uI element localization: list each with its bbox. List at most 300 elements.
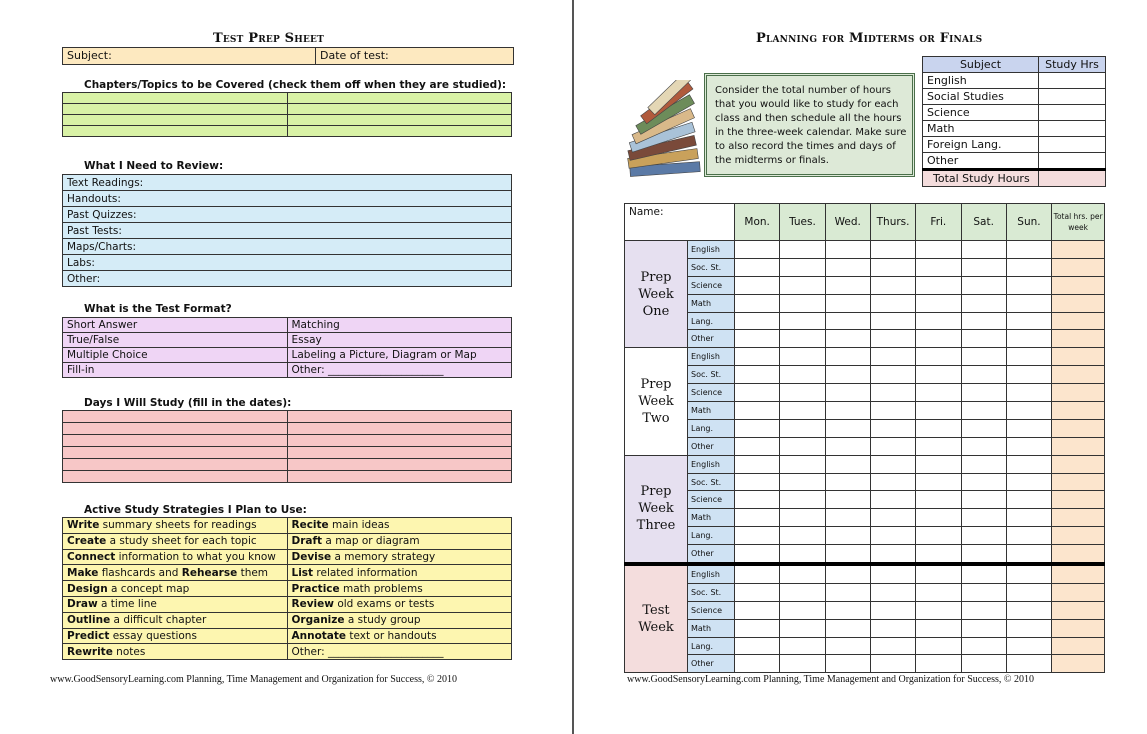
strategy-verb: Outline — [67, 614, 111, 627]
day-cell[interactable] — [1006, 276, 1051, 294]
week-total-cell[interactable] — [1052, 384, 1105, 402]
table-row — [63, 207, 512, 223]
strategy-option[interactable] — [287, 565, 512, 581]
day-cell[interactable] — [916, 276, 961, 294]
cell-text: Short Answer — [67, 319, 138, 331]
day-cell[interactable] — [961, 619, 1006, 637]
day-cell[interactable] — [735, 583, 780, 601]
day-cell[interactable] — [780, 348, 825, 366]
hours-input[interactable] — [1039, 89, 1106, 105]
study-day-checkbox[interactable] — [287, 459, 512, 471]
day-cell[interactable] — [1006, 509, 1051, 527]
format-option[interactable] — [287, 363, 512, 378]
day-cell[interactable] — [916, 348, 961, 366]
table-row — [63, 565, 512, 581]
review-table[interactable] — [62, 174, 512, 287]
strategy-option[interactable] — [63, 596, 288, 612]
day-cell[interactable] — [961, 509, 1006, 527]
cell-text: summary sheets for readings — [99, 519, 257, 532]
day-cell[interactable] — [961, 583, 1006, 601]
strategy-verb: List — [291, 566, 314, 579]
format-option[interactable] — [287, 318, 512, 333]
day-cell[interactable] — [825, 276, 870, 294]
day-cell[interactable] — [825, 348, 870, 366]
day-cell[interactable] — [1006, 384, 1051, 402]
day-cell[interactable] — [870, 419, 915, 437]
table-row — [63, 333, 512, 348]
study-day-checkbox[interactable] — [287, 447, 512, 459]
week-total-cell[interactable] — [1052, 473, 1105, 491]
day-cell[interactable] — [735, 545, 780, 564]
day-cell[interactable] — [870, 258, 915, 276]
day-cell[interactable] — [916, 294, 961, 312]
day-cell[interactable] — [735, 473, 780, 491]
chapter-checkbox[interactable] — [63, 93, 288, 104]
day-cell[interactable] — [870, 619, 915, 637]
day-cell[interactable] — [916, 527, 961, 545]
day-cell[interactable] — [870, 564, 915, 583]
day-cell[interactable] — [780, 527, 825, 545]
day-cell[interactable] — [780, 258, 825, 276]
day-header: Tues. — [780, 204, 825, 241]
day-cell[interactable] — [780, 437, 825, 455]
day-cell[interactable] — [735, 637, 780, 655]
day-cell[interactable] — [780, 366, 825, 384]
day-cell[interactable] — [780, 312, 825, 330]
day-cell[interactable] — [1006, 366, 1051, 384]
study-day-checkbox[interactable] — [63, 411, 288, 423]
day-cell[interactable] — [961, 312, 1006, 330]
day-cell[interactable] — [735, 455, 780, 473]
day-cell[interactable] — [961, 564, 1006, 583]
day-cell[interactable] — [870, 545, 915, 564]
day-cell[interactable] — [780, 545, 825, 564]
page-divider — [572, 0, 574, 734]
day-cell[interactable] — [780, 276, 825, 294]
day-cell[interactable] — [961, 384, 1006, 402]
subject-name: Science — [923, 105, 1039, 121]
day-cell[interactable] — [735, 601, 780, 619]
day-cell[interactable] — [916, 491, 961, 509]
chapter-checkbox[interactable] — [287, 115, 512, 126]
table-row — [63, 191, 512, 207]
day-cell[interactable] — [825, 402, 870, 420]
day-cell[interactable] — [870, 637, 915, 655]
week-total-cell[interactable] — [1052, 437, 1105, 455]
study-day-checkbox[interactable] — [287, 411, 512, 423]
hours-input[interactable] — [1039, 137, 1106, 153]
day-cell[interactable] — [735, 619, 780, 637]
day-cell[interactable] — [1006, 312, 1051, 330]
day-cell[interactable] — [916, 601, 961, 619]
day-cell[interactable] — [916, 330, 961, 348]
day-cell[interactable] — [870, 655, 915, 673]
strategy-option[interactable] — [287, 518, 512, 534]
day-cell[interactable] — [961, 366, 1006, 384]
day-cell[interactable] — [825, 455, 870, 473]
day-cell[interactable] — [825, 366, 870, 384]
week-total-cell[interactable] — [1052, 366, 1105, 384]
day-cell[interactable] — [916, 564, 961, 583]
strategy-option[interactable] — [63, 644, 288, 660]
day-cell[interactable] — [916, 637, 961, 655]
day-cell[interactable] — [916, 437, 961, 455]
strategy-verb: Review — [291, 598, 334, 611]
calendar-row — [625, 276, 1105, 294]
week-total-cell[interactable] — [1052, 655, 1105, 673]
day-header: Wed. — [825, 204, 870, 241]
day-cell[interactable] — [870, 294, 915, 312]
week-total-cell[interactable] — [1052, 637, 1105, 655]
day-cell[interactable] — [825, 312, 870, 330]
day-cell[interactable] — [735, 312, 780, 330]
cell-text: information to what you know — [115, 550, 276, 563]
week-total-cell[interactable] — [1052, 545, 1105, 564]
week-total-cell[interactable] — [1052, 330, 1105, 348]
day-cell[interactable] — [825, 294, 870, 312]
cell-text: a study sheet for each topic — [106, 535, 257, 548]
day-cell[interactable] — [961, 402, 1006, 420]
subject-hours-table[interactable] — [922, 56, 1106, 187]
day-cell[interactable] — [780, 509, 825, 527]
day-cell[interactable] — [870, 583, 915, 601]
chapter-checkbox[interactable] — [63, 104, 288, 115]
week-total-cell[interactable] — [1052, 601, 1105, 619]
day-cell[interactable] — [825, 619, 870, 637]
day-cell[interactable] — [780, 473, 825, 491]
day-cell[interactable] — [735, 241, 780, 259]
day-cell[interactable] — [961, 276, 1006, 294]
day-cell[interactable] — [961, 545, 1006, 564]
review-item[interactable] — [63, 191, 512, 207]
day-cell[interactable] — [780, 455, 825, 473]
cell-text: notes — [112, 645, 146, 658]
day-cell[interactable] — [735, 655, 780, 673]
day-cell[interactable] — [825, 527, 870, 545]
day-cell[interactable] — [735, 527, 780, 545]
week-total-cell[interactable] — [1052, 241, 1105, 259]
day-cell[interactable] — [870, 402, 915, 420]
strategy-verb: Rehearse — [181, 566, 238, 579]
study-day-checkbox[interactable] — [63, 435, 288, 447]
day-cell[interactable] — [961, 637, 1006, 655]
week-total-cell[interactable] — [1052, 509, 1105, 527]
day-cell[interactable] — [735, 276, 780, 294]
day-cell[interactable] — [825, 437, 870, 455]
day-cell[interactable] — [825, 419, 870, 437]
table-row — [923, 170, 1106, 187]
day-cell[interactable] — [1006, 437, 1051, 455]
day-cell[interactable] — [1006, 455, 1051, 473]
week-total-cell[interactable] — [1052, 619, 1105, 637]
day-cell[interactable] — [961, 330, 1006, 348]
day-cell[interactable] — [825, 258, 870, 276]
three-week-calendar[interactable] — [624, 203, 1105, 673]
strategy-option[interactable] — [63, 518, 288, 534]
format-option[interactable] — [63, 363, 288, 378]
day-cell[interactable] — [825, 545, 870, 564]
day-cell[interactable] — [1006, 655, 1051, 673]
week-total-cell[interactable] — [1052, 258, 1105, 276]
day-cell[interactable] — [916, 241, 961, 259]
day-cell[interactable] — [916, 312, 961, 330]
day-cell[interactable] — [1006, 258, 1051, 276]
day-cell[interactable] — [870, 312, 915, 330]
day-cell[interactable] — [961, 455, 1006, 473]
strategy-option[interactable] — [287, 644, 512, 660]
day-cell[interactable] — [735, 258, 780, 276]
strategy-option[interactable] — [287, 596, 512, 612]
day-cell[interactable] — [870, 348, 915, 366]
day-cell[interactable] — [825, 583, 870, 601]
day-cell[interactable] — [825, 241, 870, 259]
day-cell[interactable] — [870, 276, 915, 294]
day-cell[interactable] — [780, 330, 825, 348]
day-cell[interactable] — [916, 384, 961, 402]
day-cell[interactable] — [916, 509, 961, 527]
table-row — [63, 628, 512, 644]
day-cell[interactable] — [870, 330, 915, 348]
study-day-checkbox[interactable] — [63, 423, 288, 435]
day-cell[interactable] — [1006, 241, 1051, 259]
strategy-verb: Devise — [291, 550, 332, 563]
day-cell[interactable] — [825, 564, 870, 583]
review-item[interactable] — [63, 271, 512, 287]
week-total-cell[interactable] — [1052, 312, 1105, 330]
day-cell[interactable] — [1006, 473, 1051, 491]
day-cell[interactable] — [916, 655, 961, 673]
row-subject: Math — [688, 619, 735, 637]
cell-text: Maps/Charts: — [67, 240, 137, 253]
day-cell[interactable] — [961, 241, 1006, 259]
day-cell[interactable] — [961, 601, 1006, 619]
day-cell[interactable] — [780, 419, 825, 437]
day-cell[interactable] — [735, 509, 780, 527]
hours-input[interactable] — [1039, 121, 1106, 137]
day-cell[interactable] — [735, 402, 780, 420]
format-option[interactable] — [63, 348, 288, 363]
cell-text: Other: — [67, 272, 101, 285]
day-cell[interactable] — [780, 384, 825, 402]
day-cell[interactable] — [870, 473, 915, 491]
cell-text: Labs: — [67, 256, 95, 269]
week-total-cell[interactable] — [1052, 564, 1105, 583]
total-hours-input[interactable] — [1039, 170, 1106, 187]
day-cell[interactable] — [870, 384, 915, 402]
cell-text: Fill-in — [67, 364, 95, 376]
study-day-checkbox[interactable] — [63, 459, 288, 471]
strategy-option[interactable] — [287, 533, 512, 549]
day-cell[interactable] — [735, 437, 780, 455]
chapter-checkbox[interactable] — [63, 126, 288, 137]
day-cell[interactable] — [735, 294, 780, 312]
study-day-checkbox[interactable] — [287, 471, 512, 483]
day-cell[interactable] — [735, 366, 780, 384]
day-cell[interactable] — [780, 564, 825, 583]
day-cell[interactable] — [1006, 330, 1051, 348]
strategy-option[interactable] — [63, 549, 288, 565]
day-cell[interactable] — [916, 473, 961, 491]
day-cell[interactable] — [825, 384, 870, 402]
format-option[interactable] — [287, 348, 512, 363]
day-cell[interactable] — [1006, 637, 1051, 655]
week-total-cell[interactable] — [1052, 491, 1105, 509]
day-cell[interactable] — [1006, 402, 1051, 420]
format-table[interactable] — [62, 317, 512, 378]
day-cell[interactable] — [780, 637, 825, 655]
study-days-table[interactable] — [62, 410, 512, 483]
strategy-option[interactable] — [287, 612, 512, 628]
day-cell[interactable] — [870, 509, 915, 527]
study-day-checkbox[interactable] — [287, 435, 512, 447]
day-cell[interactable] — [961, 437, 1006, 455]
review-item[interactable] — [63, 207, 512, 223]
day-cell[interactable] — [961, 655, 1006, 673]
study-day-checkbox[interactable] — [63, 471, 288, 483]
calendar-row — [625, 509, 1105, 527]
day-cell[interactable] — [961, 258, 1006, 276]
day-cell[interactable] — [825, 509, 870, 527]
day-cell[interactable] — [916, 258, 961, 276]
chapter-checkbox[interactable] — [287, 104, 512, 115]
hours-input[interactable] — [1039, 153, 1106, 170]
strategy-option[interactable] — [63, 581, 288, 597]
format-option[interactable] — [63, 318, 288, 333]
day-cell[interactable] — [916, 402, 961, 420]
strategy-option[interactable] — [287, 549, 512, 565]
day-cell[interactable] — [870, 601, 915, 619]
review-item[interactable] — [63, 239, 512, 255]
day-cell[interactable] — [735, 491, 780, 509]
chapter-checkbox[interactable] — [287, 93, 512, 104]
day-cell[interactable] — [825, 330, 870, 348]
day-header: Mon. — [735, 204, 780, 241]
review-item[interactable] — [63, 255, 512, 271]
day-cell[interactable] — [780, 402, 825, 420]
day-cell[interactable] — [870, 455, 915, 473]
day-cell[interactable] — [870, 527, 915, 545]
day-cell[interactable] — [1006, 583, 1051, 601]
week-total-cell[interactable] — [1052, 402, 1105, 420]
day-cell[interactable] — [1006, 619, 1051, 637]
day-cell[interactable] — [916, 545, 961, 564]
day-cell[interactable] — [961, 348, 1006, 366]
row-subject: English — [688, 564, 735, 583]
day-cell[interactable] — [1006, 491, 1051, 509]
strategies-table[interactable] — [62, 517, 512, 660]
day-cell[interactable] — [780, 583, 825, 601]
strategy-option[interactable] — [63, 533, 288, 549]
calendar-row — [625, 564, 1105, 583]
day-cell[interactable] — [780, 655, 825, 673]
review-item[interactable] — [63, 223, 512, 239]
day-cell[interactable] — [735, 564, 780, 583]
day-cell[interactable] — [825, 473, 870, 491]
day-cell[interactable] — [961, 294, 1006, 312]
day-cell[interactable] — [825, 655, 870, 673]
strategy-option[interactable] — [287, 628, 512, 644]
table-row — [923, 57, 1106, 73]
day-cell[interactable] — [870, 491, 915, 509]
day-cell[interactable] — [780, 241, 825, 259]
day-cell[interactable] — [916, 366, 961, 384]
day-cell[interactable] — [916, 619, 961, 637]
chapter-checkbox[interactable] — [63, 115, 288, 126]
review-item[interactable] — [63, 175, 512, 191]
study-day-checkbox[interactable] — [287, 423, 512, 435]
day-cell[interactable] — [870, 366, 915, 384]
day-cell[interactable] — [780, 491, 825, 509]
day-cell[interactable] — [1006, 545, 1051, 564]
table-row — [63, 318, 512, 333]
format-option[interactable] — [287, 333, 512, 348]
day-cell[interactable] — [1006, 419, 1051, 437]
test-prep-title: Test Prep Sheet — [213, 31, 324, 46]
day-cell[interactable] — [961, 527, 1006, 545]
day-cell[interactable] — [916, 455, 961, 473]
day-cell[interactable] — [961, 491, 1006, 509]
strategy-option[interactable] — [63, 612, 288, 628]
row-subject: Soc. St. — [688, 258, 735, 276]
strategy-option[interactable] — [287, 581, 512, 597]
day-cell[interactable] — [1006, 348, 1051, 366]
table-row — [923, 105, 1106, 121]
day-cell[interactable] — [735, 419, 780, 437]
chapters-table[interactable] — [62, 92, 512, 137]
name-field[interactable] — [625, 204, 735, 241]
week-total-cell[interactable] — [1052, 294, 1105, 312]
day-cell[interactable] — [961, 419, 1006, 437]
week-total-cell[interactable] — [1052, 348, 1105, 366]
week-total-cell[interactable] — [1052, 276, 1105, 294]
day-cell[interactable] — [735, 330, 780, 348]
table-row — [63, 363, 512, 378]
row-subject: English — [688, 348, 735, 366]
day-cell[interactable] — [825, 637, 870, 655]
calendar-row — [625, 330, 1105, 348]
table-row — [63, 435, 512, 447]
day-cell[interactable] — [780, 294, 825, 312]
day-cell[interactable] — [780, 601, 825, 619]
week-total-cell[interactable] — [1052, 583, 1105, 601]
strategy-option[interactable] — [63, 628, 288, 644]
day-cell[interactable] — [825, 601, 870, 619]
day-cell[interactable] — [1006, 527, 1051, 545]
row-subject: Science — [688, 384, 735, 402]
day-cell[interactable] — [735, 384, 780, 402]
hours-input[interactable] — [1039, 73, 1106, 89]
format-option[interactable] — [63, 333, 288, 348]
day-cell[interactable] — [916, 419, 961, 437]
day-cell[interactable] — [1006, 294, 1051, 312]
week-total-cell[interactable] — [1052, 455, 1105, 473]
day-cell[interactable] — [961, 473, 1006, 491]
study-day-checkbox[interactable] — [63, 447, 288, 459]
strategy-option[interactable] — [63, 565, 288, 581]
chapter-checkbox[interactable] — [287, 126, 512, 137]
week-total-cell[interactable] — [1052, 527, 1105, 545]
week-total-cell[interactable] — [1052, 419, 1105, 437]
day-cell[interactable] — [870, 241, 915, 259]
day-cell[interactable] — [825, 491, 870, 509]
day-cell[interactable] — [870, 437, 915, 455]
day-cell[interactable] — [780, 619, 825, 637]
day-cell[interactable] — [735, 348, 780, 366]
hours-input[interactable] — [1039, 105, 1106, 121]
day-cell[interactable] — [916, 583, 961, 601]
day-cell[interactable] — [1006, 601, 1051, 619]
day-cell[interactable] — [1006, 564, 1051, 583]
